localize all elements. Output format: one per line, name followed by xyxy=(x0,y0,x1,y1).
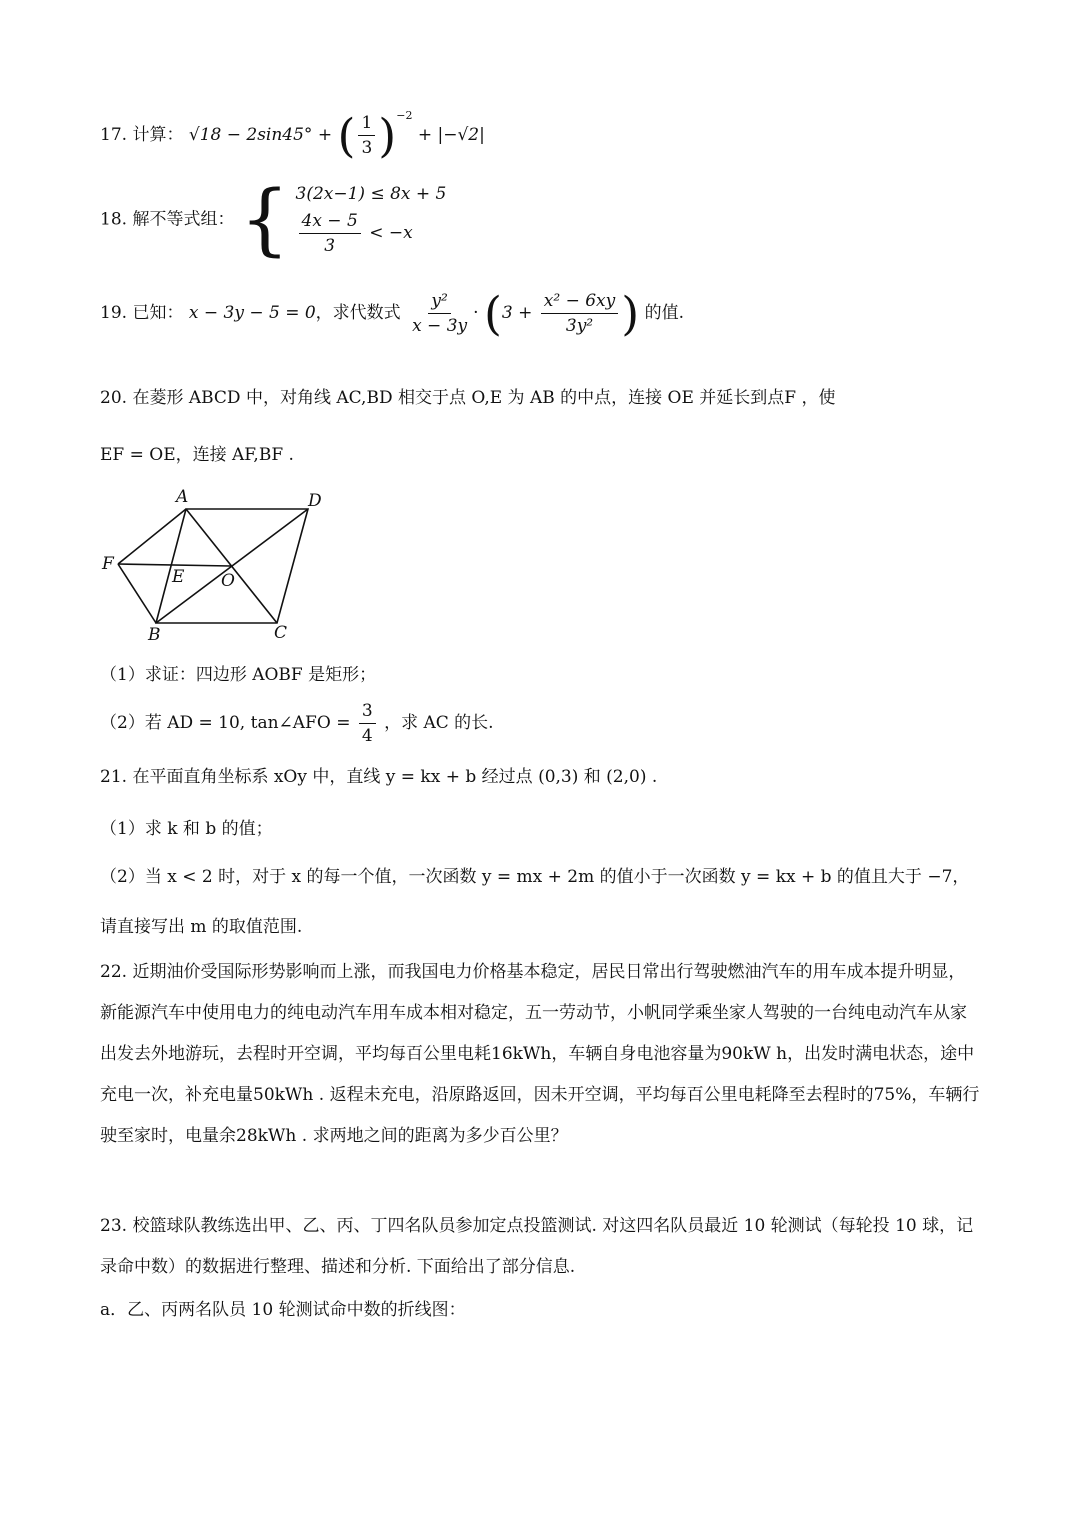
q19-condition: x − 3y − 5 = 0 xyxy=(188,303,316,323)
q20-fraction: $\frac{3}{4}$ xyxy=(359,700,376,747)
q17-exponent: −2 xyxy=(396,109,413,123)
diagram-lines xyxy=(118,509,308,623)
label-D: D xyxy=(308,491,322,511)
question-21-sub-1: （1）求 k 和 b 的值； xyxy=(100,819,273,839)
q18-lead: 解不等式组： xyxy=(132,209,235,230)
question-23: 23. 校篮球队教练选出甲、乙、丙、丁四名队员参加定点投篮测试. 对这四名队员最近 10 轮测试（每轮投 10 球，记录命中数）的数据进行整理、描述和分析. 下面给出了部分信息. xyxy=(100,1216,974,1277)
label-B: B xyxy=(148,625,161,645)
q17-lead: 计算： xyxy=(132,125,184,145)
question-20-line-2: EF = OE，连接 AF,BF . xyxy=(100,445,294,465)
question-21-line-1: 21. 在平面直角坐标系 xOy 中，直线 y = kx + b 经过点 (0,3) 和 (2,0) . xyxy=(100,767,658,787)
diagonal-BD xyxy=(156,509,308,623)
label-C: C xyxy=(274,623,288,643)
label-A: A xyxy=(176,487,189,507)
question-22: 22. 近期油价受国际形势影响而上涨，而我国电力价格基本稳定，居民日常出行驾驶燃油汽车的用车成本提升明显，新能源汽车中使用电力的纯电动汽车用车成本相对稳定，五一劳动节，小帆同学乘坐家人驾驶的一台纯电动汽车从家出发去外地游玩，去程时开空调，平均每百公里电耗16kWh，车辆自身电池容量为90kW h，出发时满电状态，途中充电一次，补充电量50kWh . 返程未充电，沿原路返回，因未开空调，平均每百公里电耗降至去程时的75%，车辆行驶至家时，电量余28kWh . 求两地之间的距离为多少百公里？ xyxy=(100,962,980,1146)
q17-expr-a: √18 − 2sin45° + xyxy=(188,125,333,145)
q17-fraction: $\frac{1}{3}$ xyxy=(358,112,375,159)
question-17: 17. 计算： √18 − 2sin45° + ( $\frac{1}{3}$ )$^{-2}$ + |−√2| xyxy=(100,108,485,163)
q19-fraction-1: $\frac{\text{y²}}{x - 3y}$ xyxy=(412,291,468,336)
q18-number: 18. xyxy=(100,209,128,230)
q17-expr-b: + |−√2| xyxy=(417,125,485,145)
inequality-1: 3(2x−1) ≤ 8x + 5 xyxy=(295,183,447,204)
q17-number: 17. xyxy=(100,125,128,145)
inequality-2: $\frac{4x - 5}{3}$ < −x xyxy=(296,210,447,257)
question-23-part-a: a．乙、丙两名队员 10 轮测试命中数的折线图： xyxy=(100,1300,466,1320)
question-20-line-1: 20. 在菱形 ABCD 中，对角线 AC,BD 相交于点 O,E 为 AB 的中点，连接 OE 并延长到点F ，使 xyxy=(100,388,836,408)
question-21-sub-2: （2）当 x < 2 时，对于 x 的每一个值，一次函数 y = mx + 2m 的值小于一次函数 y = kx + b 的值且大于 −7， xyxy=(100,867,970,887)
segment-FO xyxy=(118,564,231,566)
inequality-system: { 3(2x−1) ≤ 8x + 5 $\frac{4x - 5}{3}$ < −x xyxy=(239,175,447,265)
q19-fraction-2: $\frac{\text{x² − 6xy}}{\text{3y²}}$ xyxy=(541,290,618,337)
label-O: O xyxy=(221,571,235,591)
question-20-sub-2: （2）若 AD = 10, tan∠AFO = $\frac{3}{4}$ ，求 AC 的长. xyxy=(100,701,494,746)
question-20-sub-1: （1）求证：四边形 AOBF 是矩形； xyxy=(100,665,377,685)
question-21-sub-2-continued: 请直接写出 m 的取值范围. xyxy=(100,917,303,937)
label-E: E xyxy=(172,567,185,587)
label-F: F xyxy=(102,554,114,574)
rhombus-diagram xyxy=(96,480,346,650)
q19-lead: 已知： xyxy=(132,303,184,323)
segment-FA xyxy=(118,509,186,564)
q19-number: 19. xyxy=(100,303,128,323)
question-19: 19. 已知： x − 3y − 5 = 0，求代数式 $\frac{\text{y²}}{x - 3y}$ · (3 + $\frac{\text{x² − 6xy}}{\text{3y²}}$ ) 的值. xyxy=(100,286,684,341)
segment-FB xyxy=(118,564,156,623)
question-18 xyxy=(100,175,446,265)
